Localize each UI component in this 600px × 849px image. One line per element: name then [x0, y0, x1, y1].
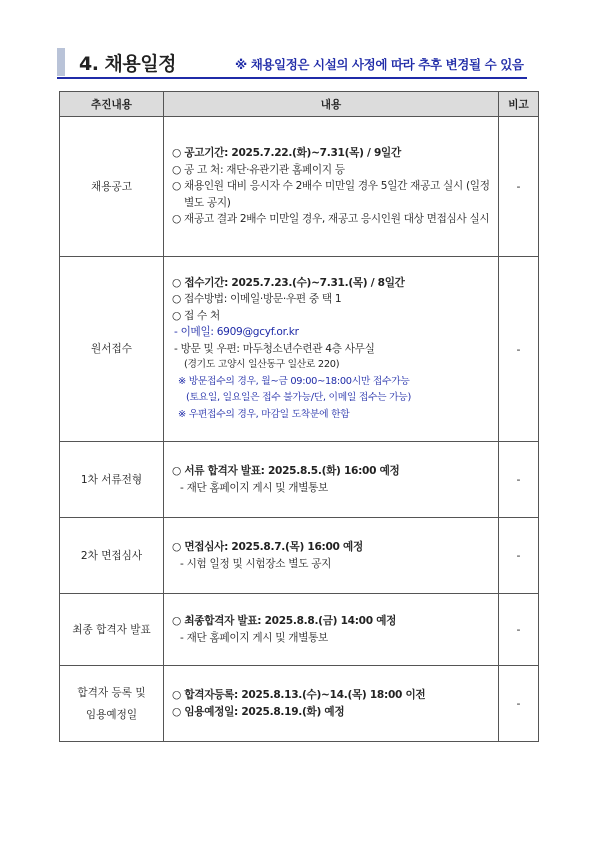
row-step: 원서접수 [60, 257, 164, 442]
content-line: ○ 공 고 처: 재단·유관기관 홈페이지 등 [172, 163, 345, 176]
row-content [164, 257, 499, 442]
table-row [60, 257, 539, 442]
row-step [60, 666, 164, 742]
content-line: - 방문 및 우편: 마두청소년수련관 4층 사무실 [174, 342, 375, 355]
schedule-table [59, 91, 539, 742]
content-line: ○ 임용예정일: 2025.8.19.(화) 예정 [172, 705, 345, 718]
table-row [60, 518, 539, 594]
row-memo: - [499, 442, 539, 518]
row-content [164, 442, 499, 518]
header-memo: 비고 [499, 92, 539, 117]
table-row [60, 594, 539, 666]
content-line: - 재단 홈페이지 게시 및 개별통보 [180, 631, 328, 644]
row-step-line: 합격자 등록 및 [77, 686, 146, 699]
schedule-change-note: ※ 채용일정은 시설의 사정에 따라 추후 변경될 수 있음 [235, 57, 524, 72]
section-title: 4. 채용일정 [79, 53, 176, 75]
table-row [60, 442, 539, 518]
content-line: ○ 접수방법: 이메일·방문·우편 중 택 1 [172, 293, 342, 306]
row-memo: - [499, 594, 539, 666]
content-line: ○ 면접심사: 2025.8.7.(목) 16:00 예정 [172, 541, 363, 553]
address-line: (경기도 고양시 일산동구 일산로 220) [184, 359, 340, 371]
row-memo: - [499, 518, 539, 594]
section-heading [57, 46, 527, 78]
header-step: 추진내용 [60, 92, 164, 117]
content-line: ○ 공고기간: 2025.7.22.(화)~7.31(목) / 9일간 [172, 147, 401, 160]
content-line: - 재단 홈페이지 게시 및 개별통보 [180, 481, 328, 494]
heading-underline [57, 77, 527, 79]
content-line: ○ 재공고 결과 2배수 미만일 경우, 재공고 응시인원 대상 면접심사 실시 [172, 213, 490, 226]
row-step: 최종 합격자 발표 [60, 594, 164, 666]
content-line: ○ 최종합격자 발표: 2025.8.8.(금) 14:00 예정 [172, 615, 397, 627]
row-step: 1차 서류전형 [60, 442, 164, 518]
row-content [164, 666, 499, 742]
header-content: 내용 [164, 92, 499, 117]
content-line: ○ 서류 합격자 발표: 2025.8.5.(화) 16:00 예정 [172, 465, 400, 477]
row-content [164, 518, 499, 594]
table-header-row [60, 92, 539, 117]
row-step: 2차 면접심사 [60, 518, 164, 594]
notice-line: (토요일, 일요일은 접수 불가능/단, 이메일 접수는 가능) [186, 392, 411, 404]
row-memo: - [499, 117, 539, 257]
row-memo: - [499, 257, 539, 442]
heading-accent-bar [57, 48, 65, 76]
table-row [60, 666, 539, 742]
row-step: 채용공고 [60, 117, 164, 257]
row-content [164, 594, 499, 666]
content-line: ○ 접 수 처 [172, 309, 220, 322]
content-line: ○ 합격자등록: 2025.8.13.(수)~14.(목) 18:00 이전 [172, 689, 426, 701]
row-step-line: 임용예정일 [85, 708, 138, 721]
notice-line: ※ 우편접수의 경우, 마감일 도착분에 한함 [178, 408, 350, 420]
content-line: ○ 접수기간: 2025.7.23.(수)~7.31.(목) / 8일간 [172, 276, 405, 289]
row-content [164, 117, 499, 257]
content-line: - 시험 일정 및 시험장소 별도 공지 [180, 557, 332, 570]
content-line: ○ 채용인원 대비 응시자 수 2배수 미만일 경우 5일간 재공고 실시 (일정 별도 공지) [172, 180, 490, 209]
notice-line: ※ 방문접수의 경우, 월~금 09:00~18:00시만 접수가능 [178, 375, 410, 387]
row-memo: - [499, 666, 539, 742]
email-line: - 이메일: 6909@gcyf.or.kr [174, 326, 299, 339]
table-row [60, 117, 539, 257]
